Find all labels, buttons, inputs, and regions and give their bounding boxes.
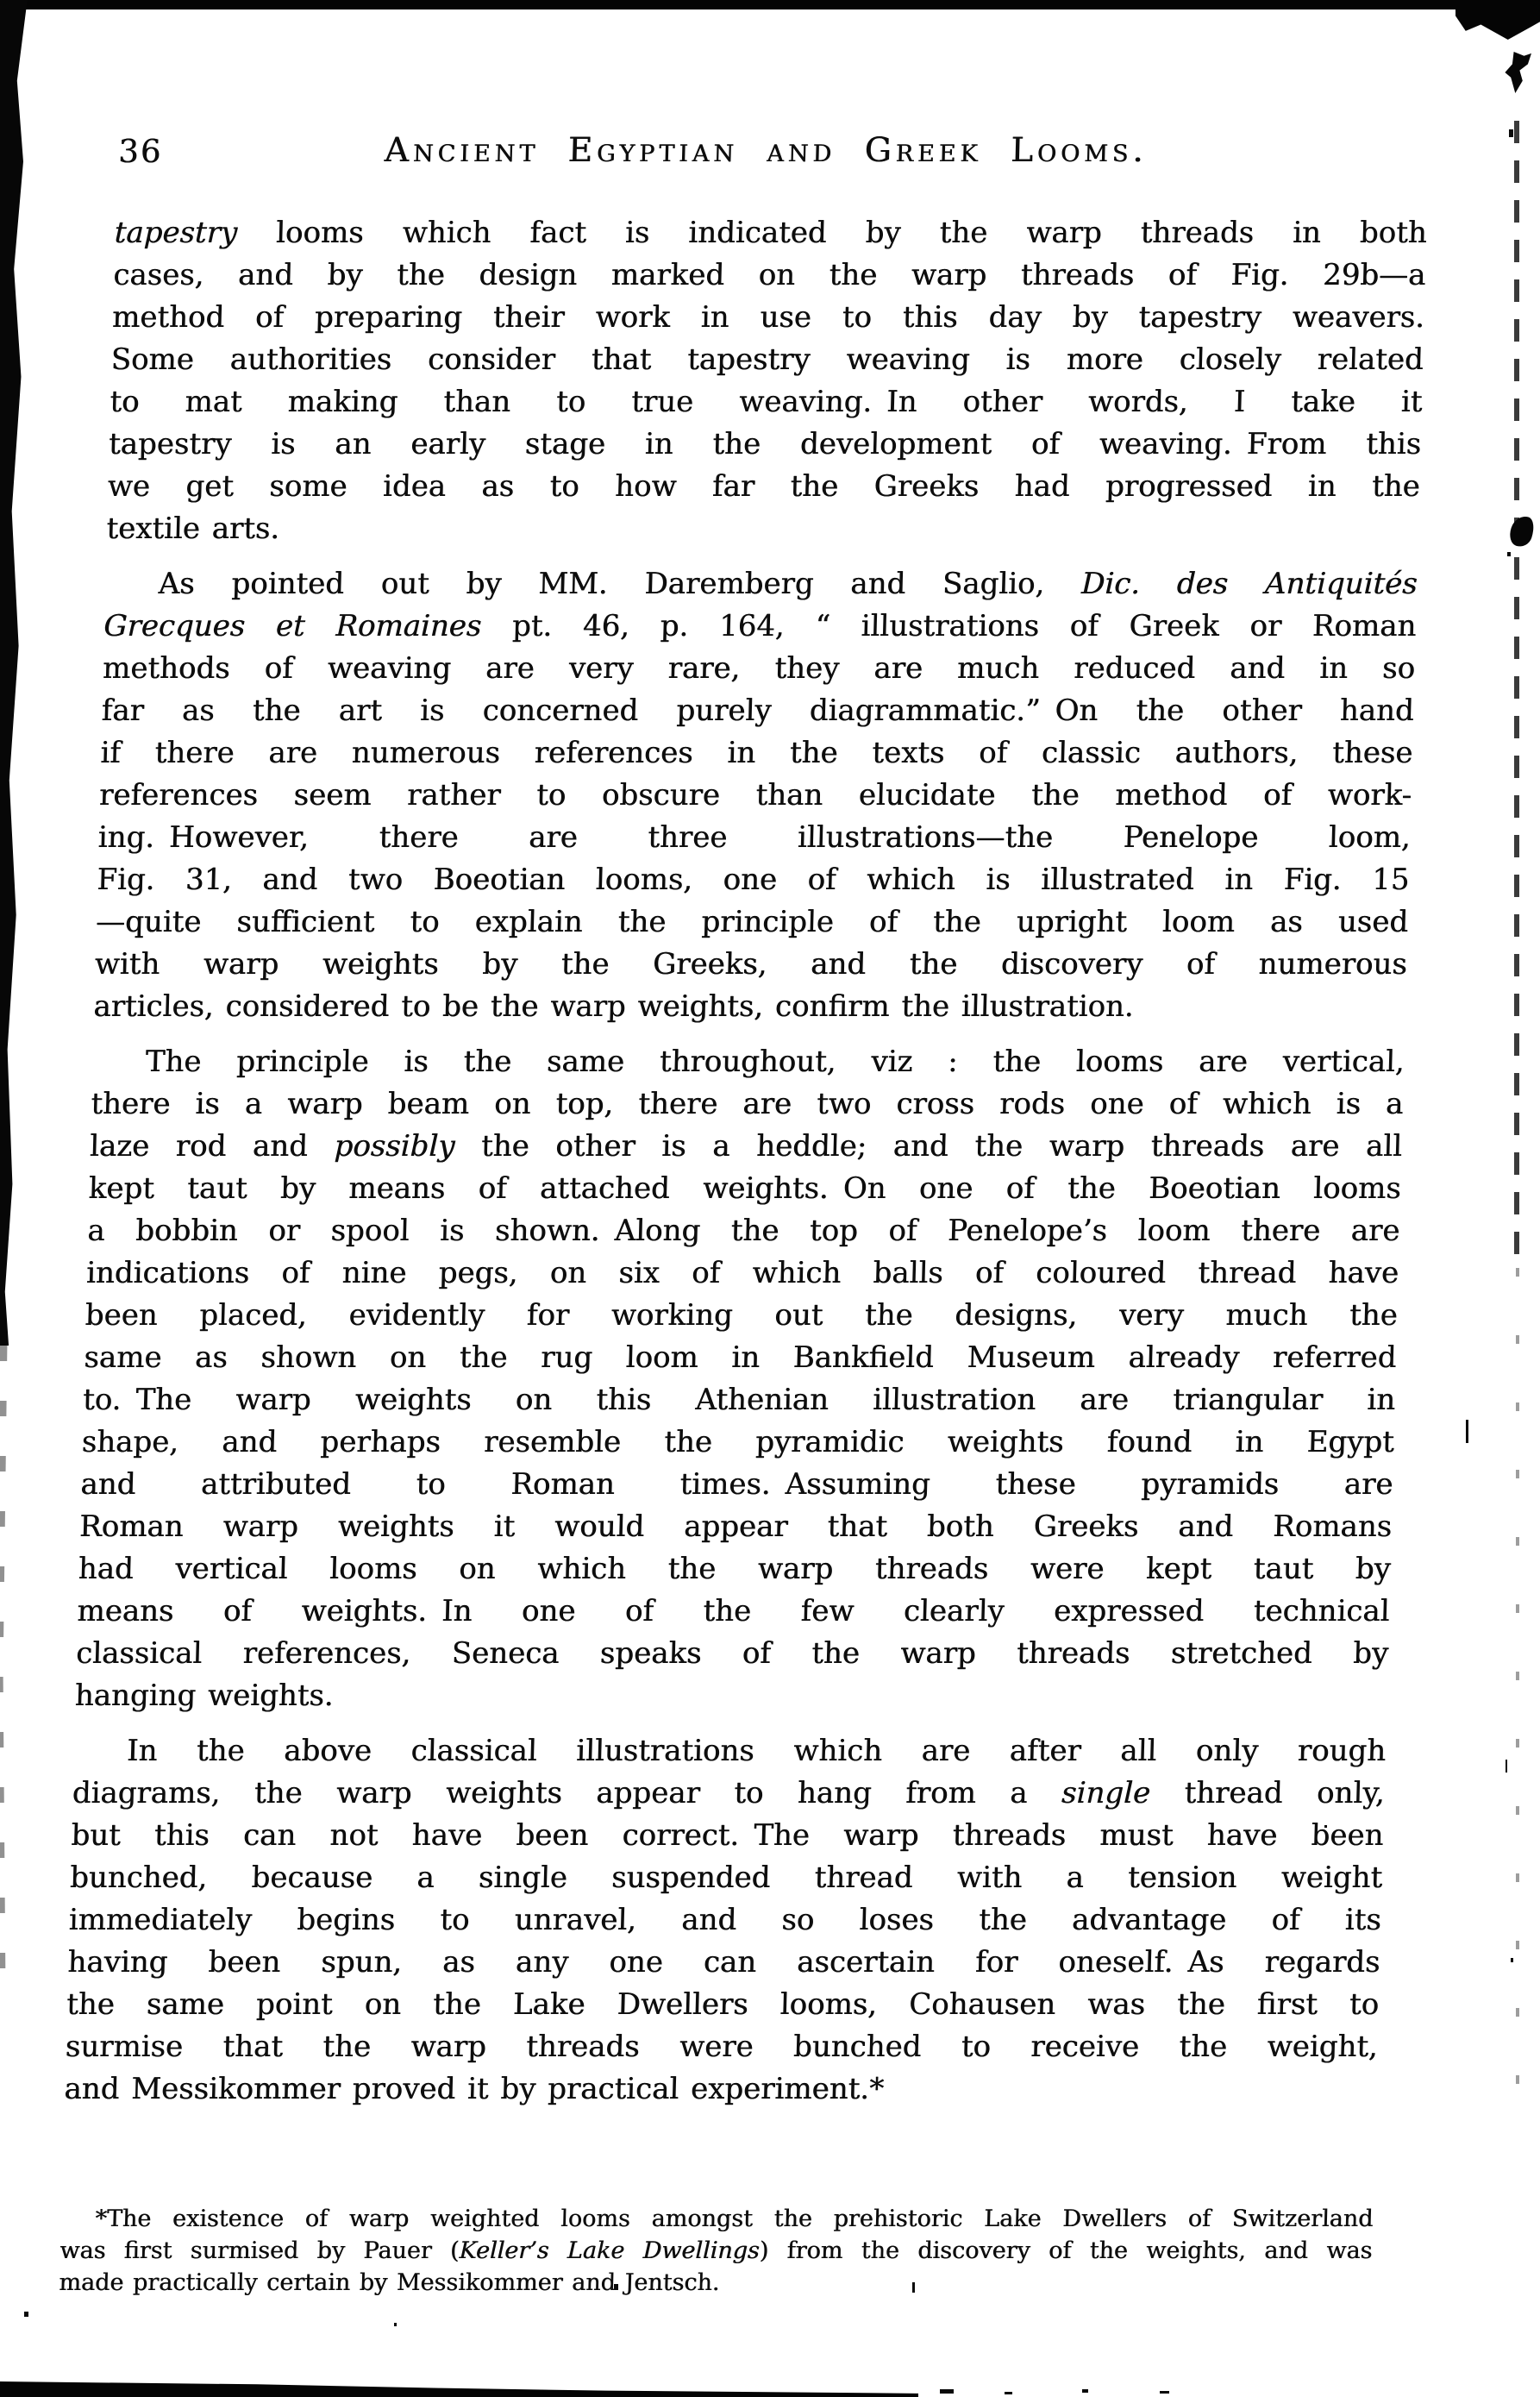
paragraph [64,1730,1387,2111]
text-line: Roman warp weights it would appear that both Greeks and Romans [78,1509,1393,1544]
text-line: to mat making than to true weaving. In other words, I take it [109,385,1423,419]
text-block [63,212,1427,2124]
text-line: immediately begins to unravel, and so loses the advantage of its [68,1903,1382,1937]
text-line: with warp weights by the Greeks, and the discovery of numerous [94,947,1408,982]
text-line: far as the art is concerned purely diagrammatic.” On the other hand [101,693,1415,728]
text-line: and attributed to Roman times. Assuming these pyramids are [79,1467,1393,1502]
text-line: means of weights. In one of the few clearly expressed technical [76,1594,1390,1628]
text-line: method of preparing their work in use to this day by tapestry weavers. [111,300,1425,335]
ink-speck [1511,1958,1513,1962]
paragraph [106,212,1428,550]
text-line: Grecques et Romaines pt. 46, p. 164, “ illustrations of Greek or Roman [103,609,1417,643]
text-line: methods of weaving are very rare, they are much reduced and in so [102,651,1416,686]
text-line: —quite sufficient to explain the principle of the upright loom as used [95,905,1409,939]
text-line: hanging weights. [74,1679,335,1713]
page-number: 36 [117,133,163,170]
text-line: tapestry is an early stage in the development of weaving. From this [108,427,1422,461]
text-line: having been spun, as any one can ascertain for oneself. As regards [66,1945,1380,1980]
ink-speck [1506,1760,1507,1773]
running-header-title: Ancient Egyptian and Greek Looms. [384,131,1149,170]
text-line: The principle is the same throughout, viz : the looms are vertical, [145,1045,1405,1079]
text-line: textile arts. [105,511,280,546]
text-line: but this can not have been correct. The warp threads must have been [70,1818,1384,1853]
text-line: if there are numerous references in the texts of classic authors, these [99,736,1413,770]
text-line: the same point on the Lake Dwellers looms, Cohausen was the first to [66,1987,1380,2022]
text-line: classical references, Seneca speaks of the warp threads stretched by [75,1636,1389,1671]
text-line: been placed, evidently for working out the designs, very much the [85,1298,1399,1333]
text-line: to. The warp weights on this Athenian illustration are triangular in [82,1383,1396,1417]
text-line: same as shown on the rug loom in Bankfield Museum already referred [83,1340,1397,1375]
text-line: we get some idea as to how far the Greeks had progressed in the [107,469,1421,504]
text-line: and Messikommer proved it by practical experiment.* [63,2072,885,2106]
text-line: indications of nine pegs, on six of which balls of coloured thread have [85,1256,1399,1290]
text-line: bunched, because a single suspended thread with a tension weight [69,1860,1383,1895]
text-line: kept taut by means of attached weights. On one of the Boeotian looms [88,1171,1402,1206]
text-line: diagrams, the warp weights appear to hang from a single thread only, [72,1776,1386,1810]
text-line: Fig. 31, and two Boeotian looms, one of which is illustrated in Fig. 15 [96,863,1410,897]
text-line: there is a warp beam on top, there are two cross rods one of which is a [90,1087,1404,1121]
text-line: shape, and perhaps resemble the pyramidic weights found in Egypt [81,1425,1395,1459]
paragraph [74,1041,1405,1717]
text-line: was first surmised by Pauer (Keller’s Lake Dwellings) from the discovery of the weights, and was [59,2237,1373,2264]
text-line: laze rod and possibly the other is a heddle; and the warp threads are all [89,1129,1403,1164]
text-line: As pointed out by MM. Daremberg and Saglio, Dic. des Antiquités [158,567,1418,601]
text-line: made practically certain by Messikommer and Jentsch. [58,2269,720,2296]
text-line: cases, and by the design marked on the warp threads of Fig. 29b—a [112,258,1426,292]
text-line: In the above classical illustrations which are after all only rough [126,1734,1387,1768]
paragraph [93,563,1418,1028]
footnote [59,2203,1374,2299]
text-line: tapestry looms which fact is indicated by the warp threads in both [114,216,1428,250]
text-line: references seem rather to obscure than elucidate the method of work- [98,778,1412,813]
text-line: *The existence of warp weighted looms amongst the prehistoric Lake Dwellers of Switzerland [94,2206,1374,2232]
text-line: a bobbin or spool is shown. Along the top of Penelope’s loom there are [86,1214,1400,1248]
scan-edge-right-line-lower [1516,1268,1519,2122]
text-line: articles, considered to be the warp weights, confirm the illustration. [92,989,1135,1024]
text-line: had vertical looms on which the warp threads were kept taut by [78,1552,1392,1586]
text-line: surmise that the warp threads were bunched to receive the weight, [65,2030,1379,2064]
text-line: Some authorities consider that tapestry weaving is more closely related [110,342,1424,377]
text-line: ing. However, there are three illustrations—the Penelope loom, [97,820,1412,855]
